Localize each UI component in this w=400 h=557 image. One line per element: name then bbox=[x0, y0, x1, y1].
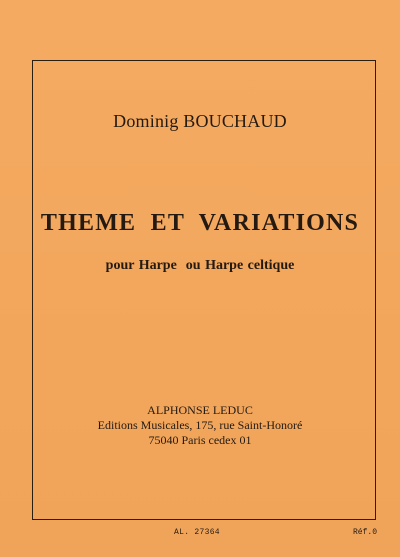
composer-name: Dominig BOUCHAUD bbox=[113, 111, 287, 131]
publisher-block bbox=[0, 403, 400, 448]
catalog-number: AL. 27364 bbox=[174, 528, 220, 537]
publisher-address-line-2: 75040 Paris cedex 01 bbox=[148, 433, 252, 447]
instrumentation-subtitle: pour Harpe ou Harpe celtique bbox=[105, 258, 295, 273]
publisher-address-line-1: Editions Musicales, 175, rue Saint-Honoré bbox=[97, 418, 303, 432]
reference-code: Réf.0 bbox=[353, 528, 378, 537]
work-title: THEME ET VARIATIONS bbox=[40, 210, 360, 236]
publisher-name: ALPHONSE LEDUC bbox=[147, 403, 253, 417]
